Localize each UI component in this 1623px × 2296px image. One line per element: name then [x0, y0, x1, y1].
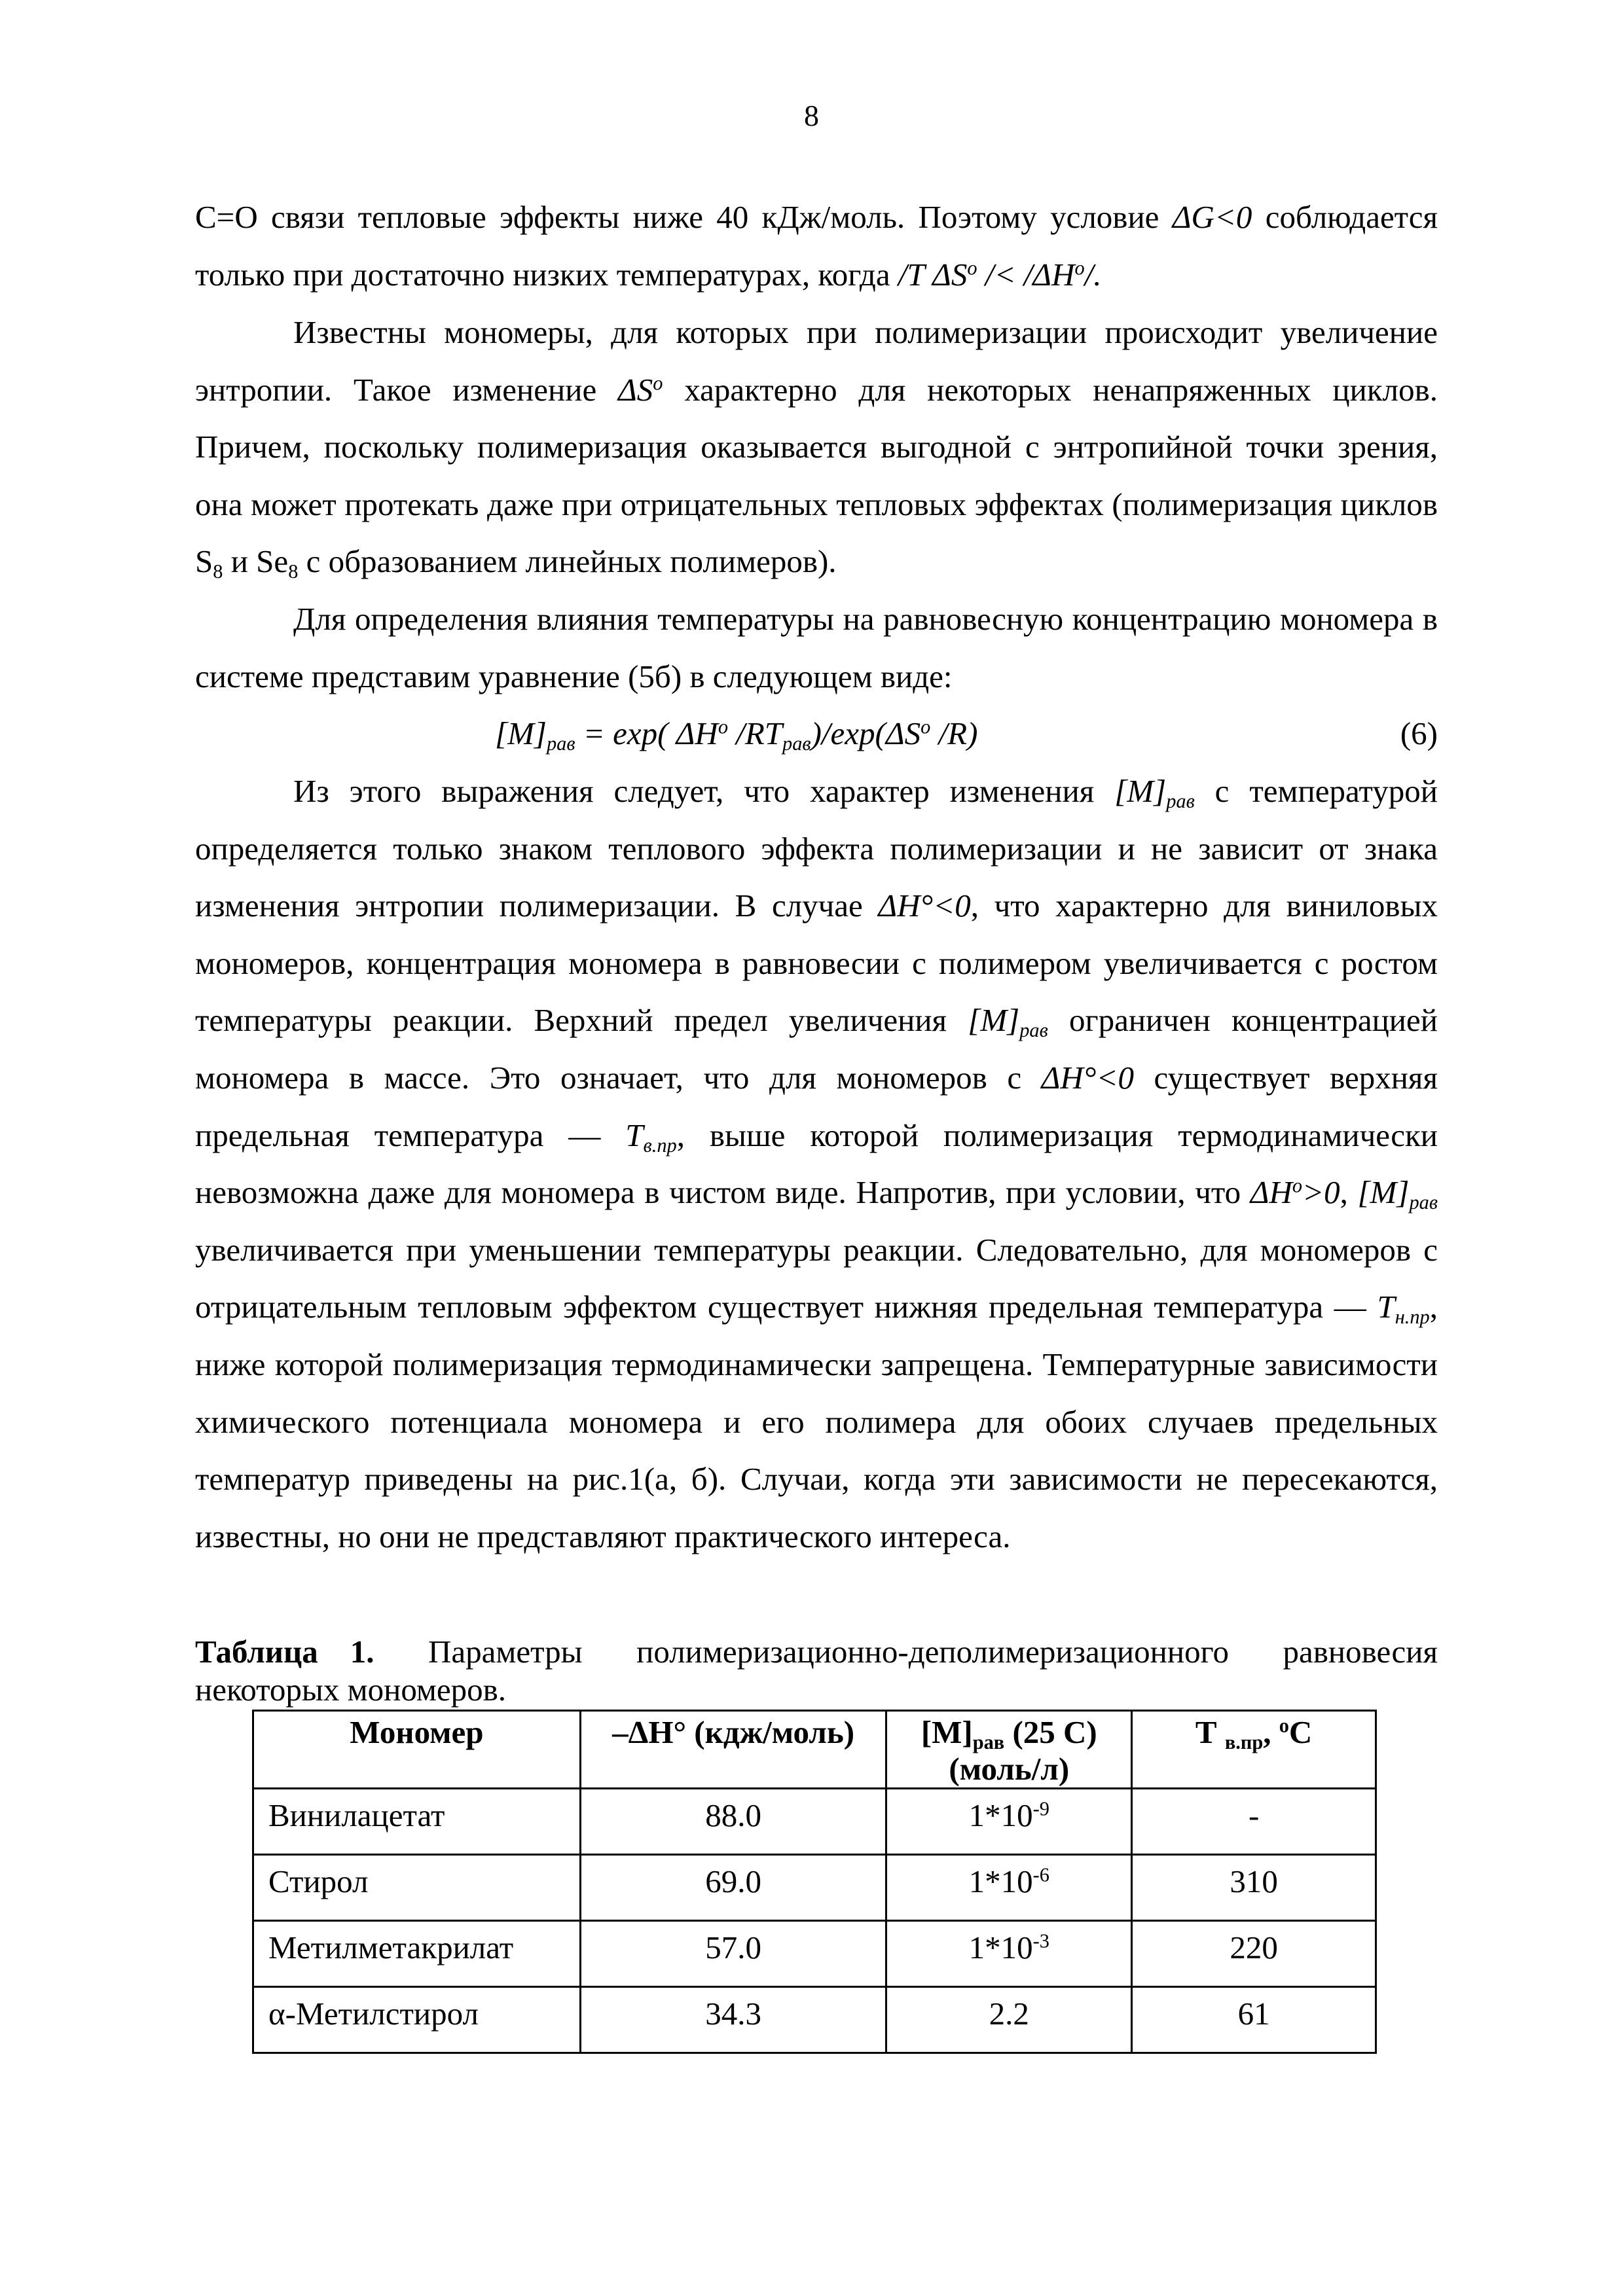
paragraph-1	[195, 188, 1438, 303]
table-row	[253, 1789, 1376, 1855]
cell-dh: 69.0	[580, 1855, 886, 1921]
header-dh: –ΔH° (кдж/моль)	[580, 1711, 886, 1789]
paragraph-3	[195, 590, 1438, 762]
p1-text-b: соблюдается только при достаточно низких температурах, когда	[195, 199, 1438, 293]
header-temperature: Т $_{в.пр}$, $^о$С	[1132, 1711, 1376, 1789]
table-row	[253, 1987, 1376, 2053]
page-number: 8	[804, 99, 819, 132]
table-row	[253, 1855, 1376, 1921]
p1-condition: ΔG<0	[1172, 199, 1252, 235]
entropy-symbol: $\Delta S^o$	[617, 371, 663, 408]
header-monomer: Мономер	[253, 1711, 581, 1789]
table-row	[253, 1921, 1376, 1987]
table-label: Таблица 1.	[195, 1634, 374, 1670]
caption-line-2: некоторых мономеров.	[195, 1672, 507, 1708]
cell-concentration: $1*10^{-9}$	[886, 1789, 1132, 1855]
table-header-row	[253, 1711, 1376, 1789]
cell-concentration: $1*10^{-6}$	[886, 1855, 1132, 1921]
equation-number: (6)	[1400, 715, 1438, 752]
caption-word-2: полимеризационно-деполимеризационного	[636, 1634, 1229, 1670]
cell-temperature: -	[1132, 1789, 1376, 1855]
table-caption	[195, 1633, 1438, 1709]
header-concentration: $[M]_{рав}$ (25 С) (моль/л)	[886, 1711, 1132, 1789]
cell-concentration: 2.2	[886, 1987, 1132, 2053]
p1-inequality: /T $\Delta S^o /< /\Delta H^o/$.	[898, 256, 1102, 293]
equation-body: $[M]_{рав} = \exp$( $\Delta H^o$ $/RT_{рав})/\exp(\Delta S^o$ /R)	[495, 715, 978, 755]
cell-dh: 57.0	[580, 1921, 886, 1987]
paragraph-4: Из этого выражения следует, что характер изменения $[M]_{рав}$ с температурой определяется только знаком теплового эффекта полимеризации и не зависит от знака изменения энтропии полимеризации. В случае ΔH°<0, что характерно для виниловых мономеров, концентрация мономера в равновесии с полимером увеличивается с ростом температуры реакции. Верхний предел увеличения $[M]_{рав}$ ограничен концентрацией мономера в массе. Это означает, что для мономеров с ΔH°<0 существует верхняя предельная температура — $T_{в.пр}$, выше которой полимеризация термодинамически невозможна даже для мономера в чистом виде. Напротив, при условии, что $\Delta H^o>0$, $[M]_{рав}$ увеличивается при уменьшении температуры реакции. Следовательно, для мономеров с отрицательным тепловым эффектом существует нижняя предельная температура — $T_{н.пр}$, ниже которой полимеризация термодинамически запрещена. Температурные зависимости химического потенциала мономера и его полимера для обоих случаев предельных температур приведены на рис.1(а, б). Случаи, когда эти зависимости не пересекаются, известны, но они не представляют практического интереса.	[195, 773, 1438, 1554]
p1-text-a: C=O связи тепловые эффекты ниже 40 кДж/моль. Поэтому условие	[195, 199, 1173, 235]
cell-temperature: 61	[1132, 1987, 1376, 2053]
cell-monomer: Стирол	[253, 1855, 581, 1921]
monomer-table	[252, 1710, 1377, 2054]
cell-concentration: $1*10^{-3}$	[886, 1921, 1132, 1987]
cell-temperature: 310	[1132, 1855, 1376, 1921]
cell-dh: 34.3	[580, 1987, 886, 2053]
p3-text: Для определения влияния температуры на равновесную концентрацию мономера в системе представим уравнение (5б) в следующем виде:	[195, 601, 1438, 694]
caption-word-1: Параметры	[428, 1634, 583, 1670]
cell-dh: 88.0	[580, 1789, 886, 1855]
paragraph-2: Известны мономеры, для которых при полимеризации происходит увеличение энтропии. Такое изменение $\Delta S^o$ характерно для некоторых ненапряженных циклов. Причем, поскольку полимеризация оказывается выгодной с энтропийной точки зрения, она может протекать даже при отрицательных тепловых эффектах (полимеризация циклов $S_8$ и $Se_8$ с образованием линейных полимеров).	[195, 314, 1438, 583]
cell-temperature: 220	[1132, 1921, 1376, 1987]
cell-monomer: Винилацетат	[253, 1789, 581, 1855]
cell-monomer: Метилметакрилат	[253, 1921, 581, 1987]
cell-monomer: α-Метилстирол	[253, 1987, 581, 2053]
caption-word-3: равновесия	[1283, 1634, 1438, 1670]
equation-6	[195, 705, 1438, 762]
